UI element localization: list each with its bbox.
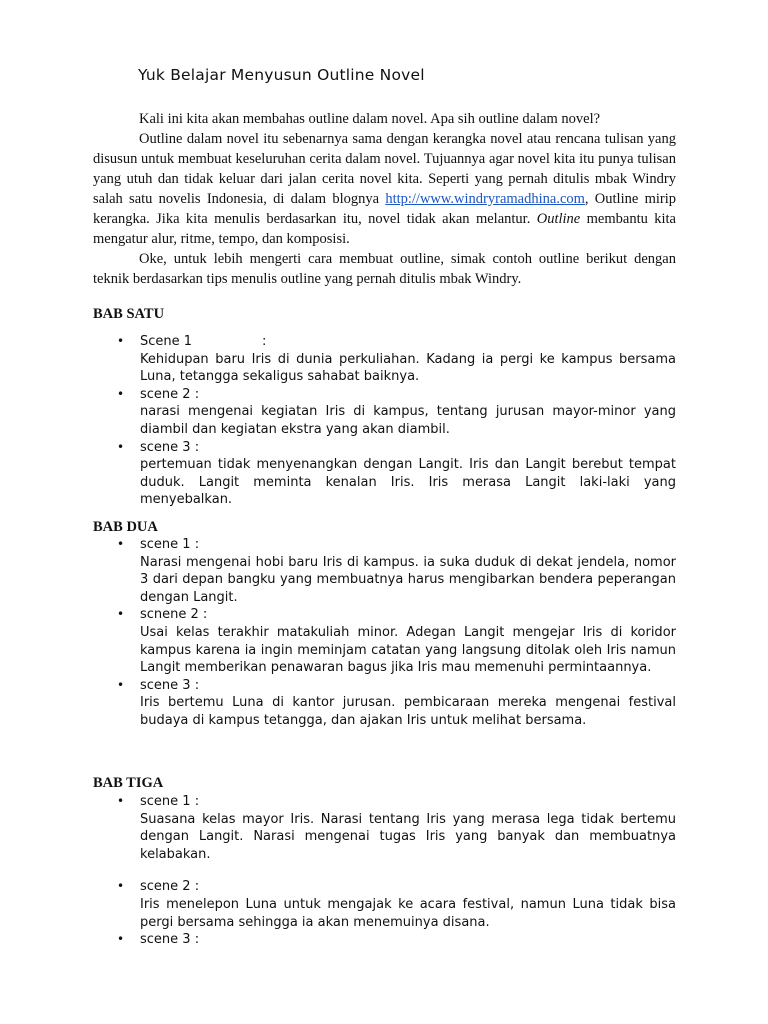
intro-section — [93, 109, 676, 289]
list-item — [93, 793, 676, 863]
bab-satu-heading: BAB SATU — [93, 306, 165, 322]
intro-paragraph-3: Oke, untuk lebih mengerti cara membuat outline, simak contoh outline berikut dengan teknik berdasarkan tips menulis outline yang pernah ditulis mbak Windry. — [93, 251, 676, 287]
scene-label: scene 3 : — [140, 932, 200, 948]
scene-description: pertemuan tidak menyenangkan dengan Langit. Iris dan Langit berebut tempat duduk. Langit meminta kenalan Iris. Iris merasa Langit laki-laki yang menyebalkan. — [140, 457, 676, 508]
list-item — [93, 878, 676, 931]
bullet-icon: • — [117, 537, 125, 551]
bab-tiga-scene-list — [93, 793, 676, 949]
intro-p2-text-cont: , Outline mirip kerangka. Jika kita menulis berdasarkan itu, novel tidak akan melantur. — [93, 191, 676, 227]
list-item — [93, 536, 676, 606]
scene-label: scene 1 : — [140, 794, 200, 809]
bullet-icon: • — [117, 439, 125, 454]
intro-paragraph-2 — [93, 129, 676, 249]
bab-satu-scene-list — [93, 333, 676, 509]
list-item — [93, 333, 676, 386]
scene-label: Scene 1 : — [140, 334, 267, 349]
scene-label: scene 3 : — [140, 439, 200, 455]
scene-description: Iris menelepon Luna untuk mengajak ke acara festival, namun Luna tidak bisa pergi bersama sehingga ia akan menemuinya disana. — [140, 896, 676, 930]
bab-tiga-heading: BAB TIGA — [93, 775, 164, 791]
intro-p2-text: Outline dalam novel itu sebenarnya sama dengan kerangka novel atau rencana tulisan yang disusun untuk membuat keseluruhan cerita dalam novel. Tujuannya agar novel kita itu punya tulisan yang utuh dan tidak keluar dari jalan cerita novel kita. Seperti yang pernah ditulis mbak Windry salah satu novelis Indonesia, di dalam blognya — [93, 131, 676, 207]
scene-label: scene 2 : — [140, 386, 200, 402]
intro-p2-italic: Outline — [536, 211, 581, 227]
scene-label: scene 1 : — [140, 537, 200, 552]
list-item — [93, 606, 676, 676]
scene-description: Suasana kelas mayor Iris. Narasi tentang Iris yang merasa lega tidak bertemu dengan Langit. Narasi mengenai tugas Iris yang banyak dan membuatnya kelabakan. — [140, 811, 676, 862]
bullet-icon: • — [117, 879, 125, 894]
list-item — [93, 931, 676, 949]
scene-label: scene 2 : — [140, 879, 200, 895]
scene-label: scnene 2 : — [140, 607, 208, 623]
bullet-icon: • — [117, 334, 125, 348]
bab-dua-heading: BAB DUA — [93, 519, 158, 535]
scene-description: narasi mengenai kegiatan Iris di kampus, tentang jurusan mayor-minor yang diambil dan kegiatan ekstra yang akan diambil. — [140, 404, 676, 437]
bullet-icon: • — [117, 677, 125, 692]
bullet-icon: • — [117, 386, 125, 401]
blog-link[interactable]: http://www.windryramadhina.com — [385, 191, 585, 207]
bab-dua-scene-list — [93, 536, 676, 730]
bullet-icon: • — [117, 607, 125, 622]
list-item — [93, 677, 676, 730]
scene-description: Usai kelas terakhir matakuliah minor. Adegan Langit mengejar Iris di koridor kampus karena ia ingin meminjam catatan yang langsung ditolak oleh Iris namun Langit memberikan penawaran bagus jika Iris mau memenuhi permintaannya. — [140, 624, 676, 676]
bullet-icon: • — [117, 932, 125, 947]
bullet-icon: • — [117, 794, 125, 808]
scene-description: Narasi mengenai hobi baru Iris di kampus. ia suka duduk di dekat jendela, nomor 3 dari depan bangku yang membuatnya harus mengibarkan bendera peperangan dengan Langit. — [140, 554, 676, 605]
intro-p2-end: membantu kita mengatur alur, ritme, tempo, dan komposisi. — [93, 211, 676, 247]
scene-description: Kehidupan baru Iris di dunia perkuliahan. Kadang ia pergi ke kampus bersama Luna, tetangga sekaligus sahabat baiknya. — [140, 351, 676, 385]
list-item — [93, 439, 676, 509]
document-title: Yuk Belajar Menyusun Outline Novel — [138, 66, 425, 84]
intro-paragraph-1: Kali ini kita akan membahas outline dalam novel. Apa sih outline dalam novel? — [139, 111, 601, 127]
list-item — [93, 386, 676, 439]
scene-label: scene 3 : — [140, 677, 200, 693]
scene-description: Iris bertemu Luna di kantor jurusan. pembicaraan mereka mengenai festival budaya di kampus tetangga, dan ajakan Iris untuk melihat bersama. — [140, 695, 676, 728]
